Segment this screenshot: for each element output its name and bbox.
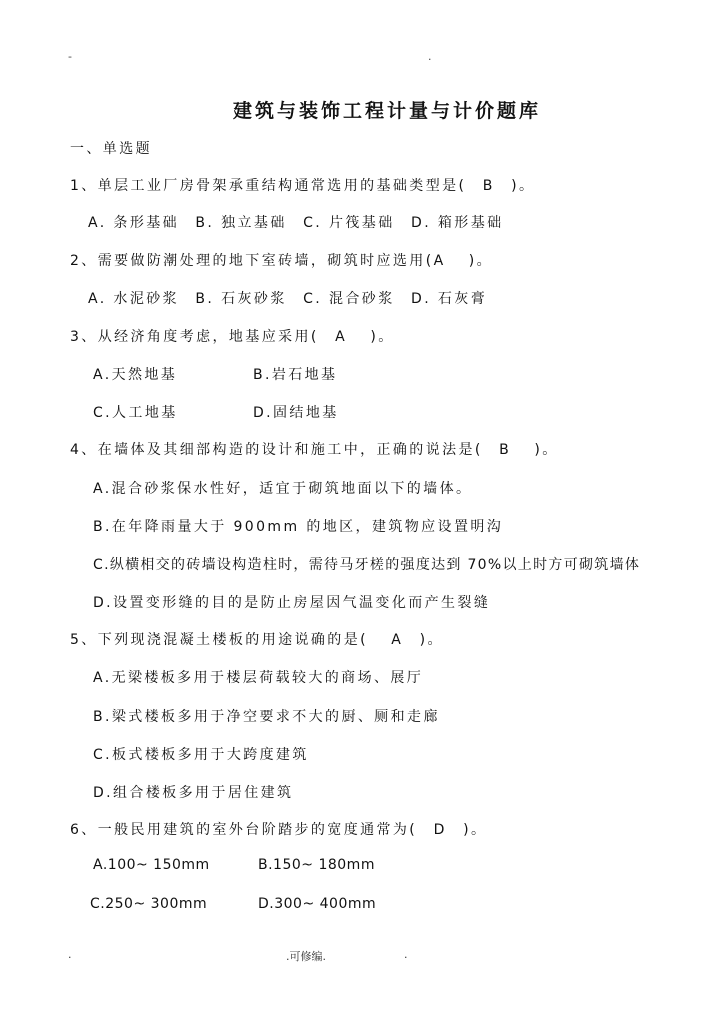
question-stem-4: 4、在墙体及其细部构造的设计和施工中，正确的说法是( B )。 bbox=[70, 442, 559, 458]
question-6-option-c: C.250~ 300mm bbox=[90, 896, 208, 912]
header-right-mark: . bbox=[428, 50, 432, 63]
question-6-option-d: D.300~ 400mm bbox=[258, 896, 377, 912]
header-left-mark: - bbox=[68, 50, 72, 63]
question-stem-3: 3、从经济角度考虑，地基应采用( A )。 bbox=[70, 329, 395, 345]
footer-editable-note: .可修编. bbox=[286, 950, 326, 963]
question-3-option-d: D.固结地基 bbox=[253, 405, 339, 421]
question-4-option-a: A.混合砂浆保水性好，适宜于砌筑地面以下的墙体。 bbox=[93, 481, 473, 497]
question-stem-2: 2、需要做防潮处理的地下室砖墙，砌筑时应选用(A )。 bbox=[70, 253, 494, 269]
question-6-option-a: A.100~ 150mm bbox=[93, 857, 210, 873]
page-title: 建筑与装饰工程计量与计价题库 bbox=[232, 100, 541, 122]
question-options-1: A. 条形基础 B. 独立基础 C. 片筏基础 D. 箱形基础 bbox=[88, 215, 504, 231]
question-options-2: A. 水泥砂浆 B. 石灰砂浆 C. 混合砂浆 D. 石灰膏 bbox=[88, 291, 488, 307]
footer-right-mark: . bbox=[404, 948, 408, 961]
question-4-option-c: C.纵横相交的砖墙设构造柱时，需待马牙槎的强度达到 70%以上时方可砌筑墙体 bbox=[93, 557, 641, 573]
question-3-option-c: C.人工地基 bbox=[93, 405, 178, 421]
section-heading: 一、单选题 bbox=[70, 141, 152, 157]
question-3-option-b: B.岩石地基 bbox=[253, 367, 338, 383]
question-5-option-b: B.梁式楼板多用于净空要求不大的厨、厕和走廊 bbox=[93, 709, 440, 725]
question-5-option-a: A.无梁楼板多用于楼层荷载较大的商场、展厅 bbox=[93, 670, 424, 686]
question-stem-5: 5、下列现浇混凝土楼板的用途说确的是( A )。 bbox=[70, 632, 444, 648]
question-stem-6: 6、一般民用建筑的室外台阶踏步的宽度通常为( D )。 bbox=[70, 822, 488, 838]
question-5-option-d: D.组合楼板多用于居住建筑 bbox=[93, 785, 294, 801]
question-3-option-a: A.天然地基 bbox=[93, 367, 178, 383]
question-5-option-c: C.板式楼板多用于大跨度建筑 bbox=[93, 747, 309, 763]
question-6-option-b: B.150~ 180mm bbox=[258, 857, 375, 873]
footer-left-mark: . bbox=[68, 948, 72, 961]
question-4-option-b: B.在年降雨量大于 900mm 的地区，建筑物应设置明沟 bbox=[93, 519, 504, 535]
question-stem-1: 1、单层工业厂房骨架承重结构通常选用的基础类型是( B )。 bbox=[70, 178, 536, 194]
question-4-option-d: D.设置变形缝的目的是防止房屋因气温变化而产生裂缝 bbox=[93, 595, 491, 611]
